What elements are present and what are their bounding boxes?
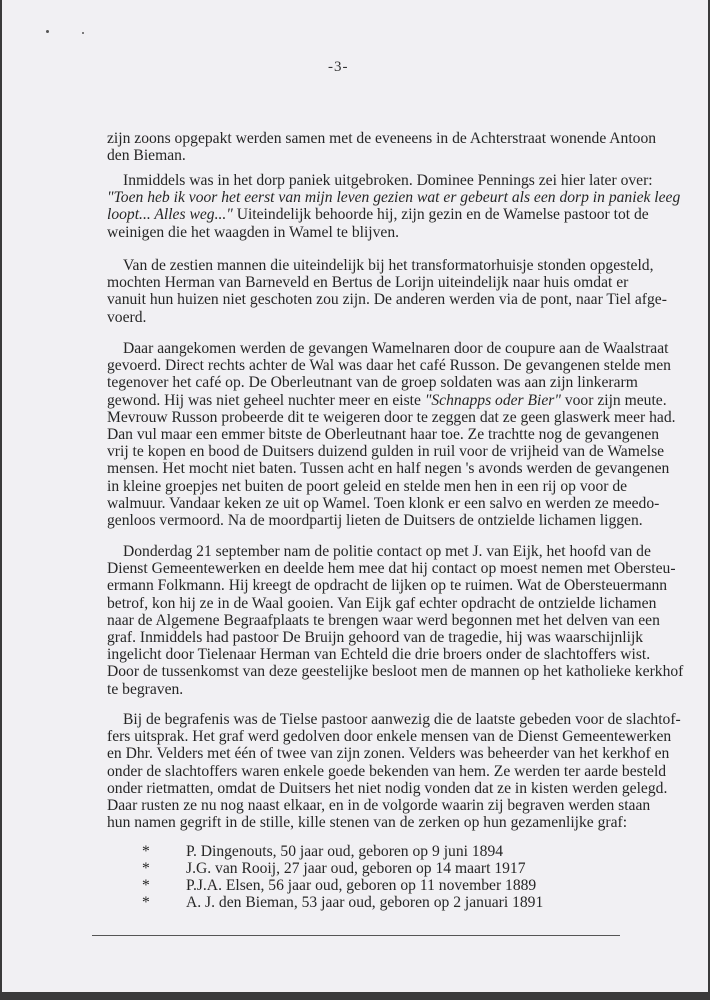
text-segment: hun namen gegrift in de stille, kille stenen van de zerken op hun gezamenlijke graf: [107, 814, 628, 832]
text-segment: en Dhr. Velders met één of twee van zijn zonen. Velders was beheerder van het kerkhof en [107, 745, 670, 763]
text-segment: Uiteindelijk behoorde hij, zijn gezin en de Wamelse pastoor tot de [232, 206, 649, 224]
horizontal-rule [92, 935, 620, 936]
text-line [107, 189, 681, 207]
text-segment: Daar aangekomen werden de gevangen Wamelnaren door de coupure aan de Waalstraat [123, 340, 669, 357]
paragraph [107, 257, 667, 326]
page-number: -3- [328, 59, 349, 75]
text-line [107, 426, 667, 443]
text-segment: Bij de begrafenis was de Tielse pastoor aanwezig die de laatste gebeden voor de slachtof- [123, 711, 681, 728]
text-line [107, 392, 667, 409]
text-segment: betrof, kon hij ze in de Waal gooien. Van Eijk gaf echter opdracht de ontzielde lichamen [107, 594, 657, 612]
list-item [142, 877, 543, 894]
text-line [107, 291, 667, 308]
text-line [107, 814, 667, 831]
text-segment: Van de zestien mannen die uiteindelijk bij het transformatorhuisje stonden opgesteld, [123, 257, 654, 274]
text-segment: fers uitsprak. Het graf werd gedolven door enkele mensen van de Dienst Gemeentewerken [107, 728, 672, 746]
text-line [107, 646, 667, 663]
victim-entry: P.J.A. Elsen, 56 jaar oud, geboren op 11 november 1889 [186, 877, 537, 894]
text-segment: onder rietmatten, omdat de Duitsers het niet nodig vonden dat ze in kisten werden gelegd. [107, 779, 668, 797]
text-line [107, 797, 667, 814]
text-segment: naar de Algemene Begraafplaats te brengen waar werd begonnen met het delven van een [107, 611, 660, 629]
text-segment: gewond. Hij was niet geheel nuchter meer en eiste [107, 391, 425, 409]
asterisk-bullet: * [142, 877, 150, 894]
text-segment: Inmiddels was in het dorp paniek uitgebroken. Dominee Pennings zei hier later over: [123, 172, 653, 189]
victim-entry: J.G. van Rooij, 27 jaar oud, geboren op 14 maart 1917 [186, 860, 526, 877]
text-line [107, 512, 667, 529]
text-segment: ingelicht door Tielenaar Herman van Echteld die drie broers onder de slachtoffers wist. [107, 646, 651, 664]
text-segment: graf. Inmiddels had pastoor De Bruijn gehoord van de tragedie, hij was waarschijnlijk [107, 628, 644, 646]
text-segment: zijn zoons opgepakt werden samen met de eveneens in de Achterstraat wonende Antoon [107, 130, 657, 147]
text-line [107, 357, 671, 375]
text-segment: onder de slachtoffers waren enkele goede bekenden van hem. Ze werden ter aarde besteld [107, 762, 667, 780]
text-line [107, 443, 667, 460]
text-line [107, 681, 667, 698]
text-segment: weinigen die het waagden in Wamel te blijven. [107, 223, 400, 241]
asterisk-bullet: * [142, 860, 150, 877]
text-segment: te begraven. [107, 680, 184, 698]
paragraph [107, 340, 676, 529]
list-item [142, 860, 543, 877]
text-line [107, 224, 667, 241]
text-line [107, 495, 667, 512]
asterisk-bullet: * [142, 894, 150, 911]
victims-list [142, 843, 543, 911]
text-line [107, 663, 684, 681]
text-segment: vrij te kopen en bood de Duitsers duizend gulden in ruil voor de vrijheid van de Wamelse [107, 443, 665, 461]
text-line [107, 629, 667, 646]
text-line [107, 478, 667, 495]
paragraph [107, 172, 681, 241]
text-line [107, 309, 667, 326]
text-line [107, 130, 667, 147]
text-line [107, 257, 667, 274]
scan-speck [46, 30, 49, 33]
quoted-text: loopt... Alles weg..." [107, 206, 233, 224]
text-segment: Donderdag 21 september nam de politie contact op met J. van Eijk, het hoofd van de [123, 543, 651, 560]
text-line [107, 595, 667, 612]
text-line [107, 147, 667, 164]
text-segment: Dan vul maar een emmer bitste de Oberleutnant haar toe. Ze trachtte nog de gevangenen [107, 425, 660, 443]
text-line [107, 763, 667, 780]
text-line [107, 460, 670, 478]
quoted-text: "Toen heb ik voor het eerst van mijn leven gezien wat er gebeurt als een dorp in paniek leeg [107, 189, 681, 207]
text-line [107, 612, 667, 629]
text-line [107, 172, 667, 189]
text-segment: vanuit hun huizen niet geschoten zou zijn. De anderen werden via de pont, naar Tiel afge- [107, 291, 667, 309]
text-segment: gevoerd. Direct rechts achter de Wal was daar het café Russon. De gevangenen stelde men [107, 357, 671, 375]
paragraph [107, 711, 681, 832]
text-segment: ermann Folkmann. Hij kreegt de opdracht de lijken op te ruimen. Wat de Obersteuermann [107, 577, 668, 595]
text-line [107, 374, 667, 391]
paragraph [107, 543, 684, 698]
text-line [107, 274, 667, 291]
asterisk-bullet: * [142, 843, 150, 860]
text-segment: Mevrouw Russon probeerde dit te weigeren door te zeggen dat ze geen glaswerk meer had. [107, 408, 676, 426]
text-segment: genloos vermoord. Na de moordpartij lieten de Duitsers de ontzielde lichamen liggen. [107, 511, 643, 529]
text-line [107, 577, 667, 594]
text-line [107, 340, 667, 357]
text-segment: walmuur. Vandaar keken ze uit op Wamel. Toen klonk er een salvo en werden ze meedo- [107, 494, 660, 512]
list-item [142, 843, 543, 860]
text-segment: Daar rusten ze nu nog naast elkaar, en in de volgorde waarin zij begraven werden staan [107, 796, 651, 814]
text-line [107, 711, 681, 728]
list-item [142, 894, 543, 911]
document-page [2, 0, 708, 992]
text-line [107, 543, 667, 560]
text-line [107, 560, 676, 578]
text-segment: mensen. Het mocht niet baten. Tussen acht en half negen 's avonds werden de gevangenen [107, 460, 670, 478]
victim-entry: A. J. den Bieman, 53 jaar oud, geboren op 2 januari 1891 [186, 894, 544, 911]
text-line [107, 408, 676, 426]
text-segment: voerd. [107, 308, 147, 326]
text-segment: Door de tussenkomst van deze geestelijke besloot men de mannen op het katholieke kerkhof [107, 663, 684, 681]
text-segment: tegenover het café op. De Oberleutnant van de groep soldaten was aan zijn linkerarm [107, 374, 638, 392]
text-line [107, 780, 667, 797]
text-segment: mochten Herman van Barneveld en Bertus de Lorijn uiteindelijk naar huis omdat er [107, 274, 629, 292]
text-segment: voor zijn meute. [560, 391, 667, 409]
text-segment: in kleine groepjes net buiten de poort geleid en stelde men hen in een rij op voor de [107, 477, 628, 495]
text-line [107, 206, 667, 223]
text-line [107, 728, 672, 746]
scan-speck [82, 32, 84, 34]
paragraph [107, 130, 667, 164]
text-segment: Dienst Gemeentewerken en deelde hem mee dat hij contact op moest nemen met Obersteu- [107, 560, 676, 578]
quoted-text: "Schnapps oder Bier" [424, 391, 561, 409]
text-line [107, 745, 670, 763]
victim-entry: P. Dingenouts, 50 jaar oud, geboren op 9 juni 1894 [186, 843, 504, 860]
text-segment: den Bieman. [107, 147, 186, 165]
